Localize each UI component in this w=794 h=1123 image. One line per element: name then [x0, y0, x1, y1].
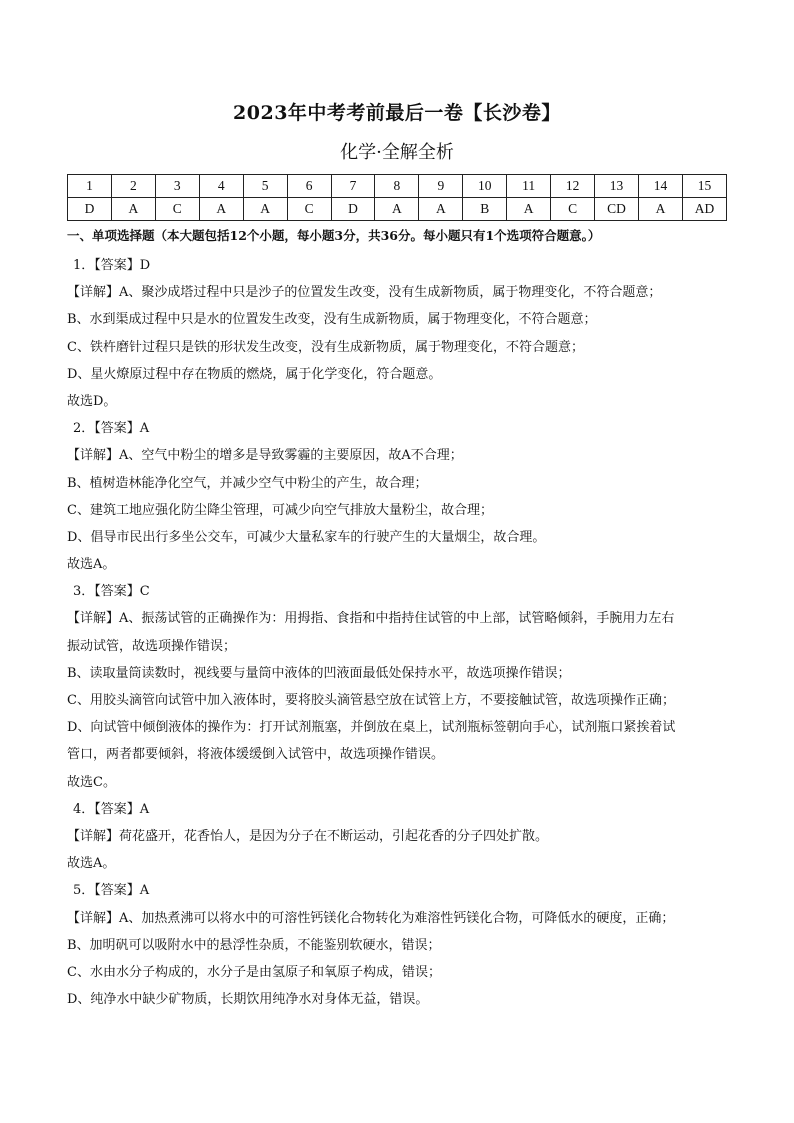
answer-cell: A [375, 198, 419, 221]
answer-table-answer-row [68, 198, 727, 221]
answer-cell: D [331, 198, 375, 221]
explanation-line: 管口，两者都要倾斜，将液体缓缓倒入试管中，故选项操作错误。 [67, 747, 445, 763]
explanation-line: C、建筑工地应强化防尘降尘管理，可减少向空气排放大量粉尘，故合理； [67, 502, 493, 518]
question-number-cell: 15 [682, 175, 726, 198]
explanation-line: B、植树造林能净化空气，并减少空气中粉尘的产生，故合理； [67, 475, 428, 491]
question-number-cell: 4 [199, 175, 243, 198]
explanation-line: C、铁杵磨针过程只是铁的形状发生改变，没有生成新物质，属于物理变化，不符合题意； [67, 339, 584, 355]
answer-cell: A [419, 198, 463, 221]
explanation-line: B、读取量筒读数时，视线要与量筒中液体的凹液面最低处保持水平，故选项操作错误； [67, 665, 571, 681]
question-number-cell: 5 [243, 175, 287, 198]
question-number-cell: 1 [68, 175, 112, 198]
question-number-cell: 11 [507, 175, 551, 198]
explanation-line: 【详解】A、聚沙成塔过程中只是沙子的位置发生改变，没有生成新物质，属于物理变化，不符合题意； [67, 285, 662, 301]
explanation-line: 振动试管，故选项操作错误； [67, 638, 237, 654]
answer-cell: CD [595, 198, 639, 221]
question-number-cell: 13 [595, 175, 639, 198]
answer-cell: D [68, 198, 112, 221]
page-subtitle: 化学·全解全析 [340, 142, 454, 163]
question-number-cell: 12 [551, 175, 595, 198]
explanation-line: C、水由水分子构成的，水分子是由氢原子和氧原子构成，错误； [67, 964, 441, 980]
answer-table-number-row [68, 175, 727, 198]
answer-cell: A [111, 198, 155, 221]
page-title: 2023年中考考前最后一卷【长沙卷】 [233, 102, 561, 124]
explanation-line: 【详解】A、振荡试管的正确操作为：用拇指、食指和中指持住试管的中上部，试管略倾斜，手腕用力左右 [67, 611, 675, 627]
explanation-line: D、向试管中倾倒液体的操作为：打开试剂瓶塞，并倒放在桌上，试剂瓶标签朝向手心，试剂瓶口紧挨着试 [67, 720, 676, 736]
conclusion-line: 故选A。 [67, 557, 116, 573]
explanation-line: D、纯净水中缺少矿物质，长期饮用纯净水对身体无益，错误。 [67, 992, 429, 1008]
answer-cell: A [638, 198, 682, 221]
explanation-line: 【详解】A、空气中粉尘的增多是导致雾霾的主要原因，故A不合理； [67, 448, 463, 464]
question-number-cell: 7 [331, 175, 375, 198]
answer-cell: A [199, 198, 243, 221]
conclusion-line: 故选D。 [67, 393, 117, 409]
question-number-cell: 6 [287, 175, 331, 198]
answer-table [67, 174, 727, 221]
explanation-line: 【详解】A、加热煮沸可以将水中的可溶性钙镁化合物转化为难溶性钙镁化合物，可降低水的硬度，正确； [67, 910, 675, 926]
answer-cell: C [551, 198, 595, 221]
answer-cell: C [155, 198, 199, 221]
question-number-cell: 10 [463, 175, 507, 198]
answer-line: 3．【答案】C [73, 584, 150, 600]
question-number-cell: 9 [419, 175, 463, 198]
question-number-cell: 8 [375, 175, 419, 198]
explanation-line: B、加明矾可以吸附水中的悬浮性杂质，不能鉴别软硬水，错误； [67, 937, 441, 953]
question-number-cell: 2 [111, 175, 155, 198]
explanation-line: B、水到渠成过程中只是水的位置发生改变，没有生成新物质，属于物理变化，不符合题意； [67, 312, 597, 328]
conclusion-line: 故选C。 [67, 774, 116, 790]
explanation-line: D、星火燎原过程中存在物质的燃烧，属于化学变化，符合题意。 [67, 366, 442, 382]
answer-line: 1．【答案】D [73, 258, 151, 273]
section-heading: 一、单项选择题（本大题包括12个小题，每小题3分，共36分。每小题只有1个选项符合题意。） [67, 228, 601, 243]
solution-text [67, 252, 737, 1013]
explanation-line: 【详解】荷花盛开，花香怡人，是因为分子在不断运动，引起花香的分子四处扩散。 [67, 828, 549, 844]
explanation-line: C、用胶头滴管向试管中加入液体时，要将胶头滴管悬空放在试管上方，不要接触试管，故选项操作正确； [67, 693, 675, 708]
answer-cell: B [463, 198, 507, 221]
answer-cell: A [507, 198, 551, 221]
answer-line: 2．【答案】A [73, 421, 150, 437]
answer-cell: A [243, 198, 287, 221]
answer-cell: C [287, 198, 331, 221]
conclusion-line: 故选A。 [67, 856, 116, 872]
answer-line: 5．【答案】A [73, 883, 150, 899]
question-number-cell: 14 [638, 175, 682, 198]
answer-cell: AD [682, 198, 726, 221]
answer-line: 4．【答案】A [73, 801, 150, 817]
explanation-line: D、倡导市民出行多坐公交车，可减少大量私家车的行驶产生的大量烟尘，故合理。 [67, 529, 546, 545]
question-number-cell: 3 [155, 175, 199, 198]
